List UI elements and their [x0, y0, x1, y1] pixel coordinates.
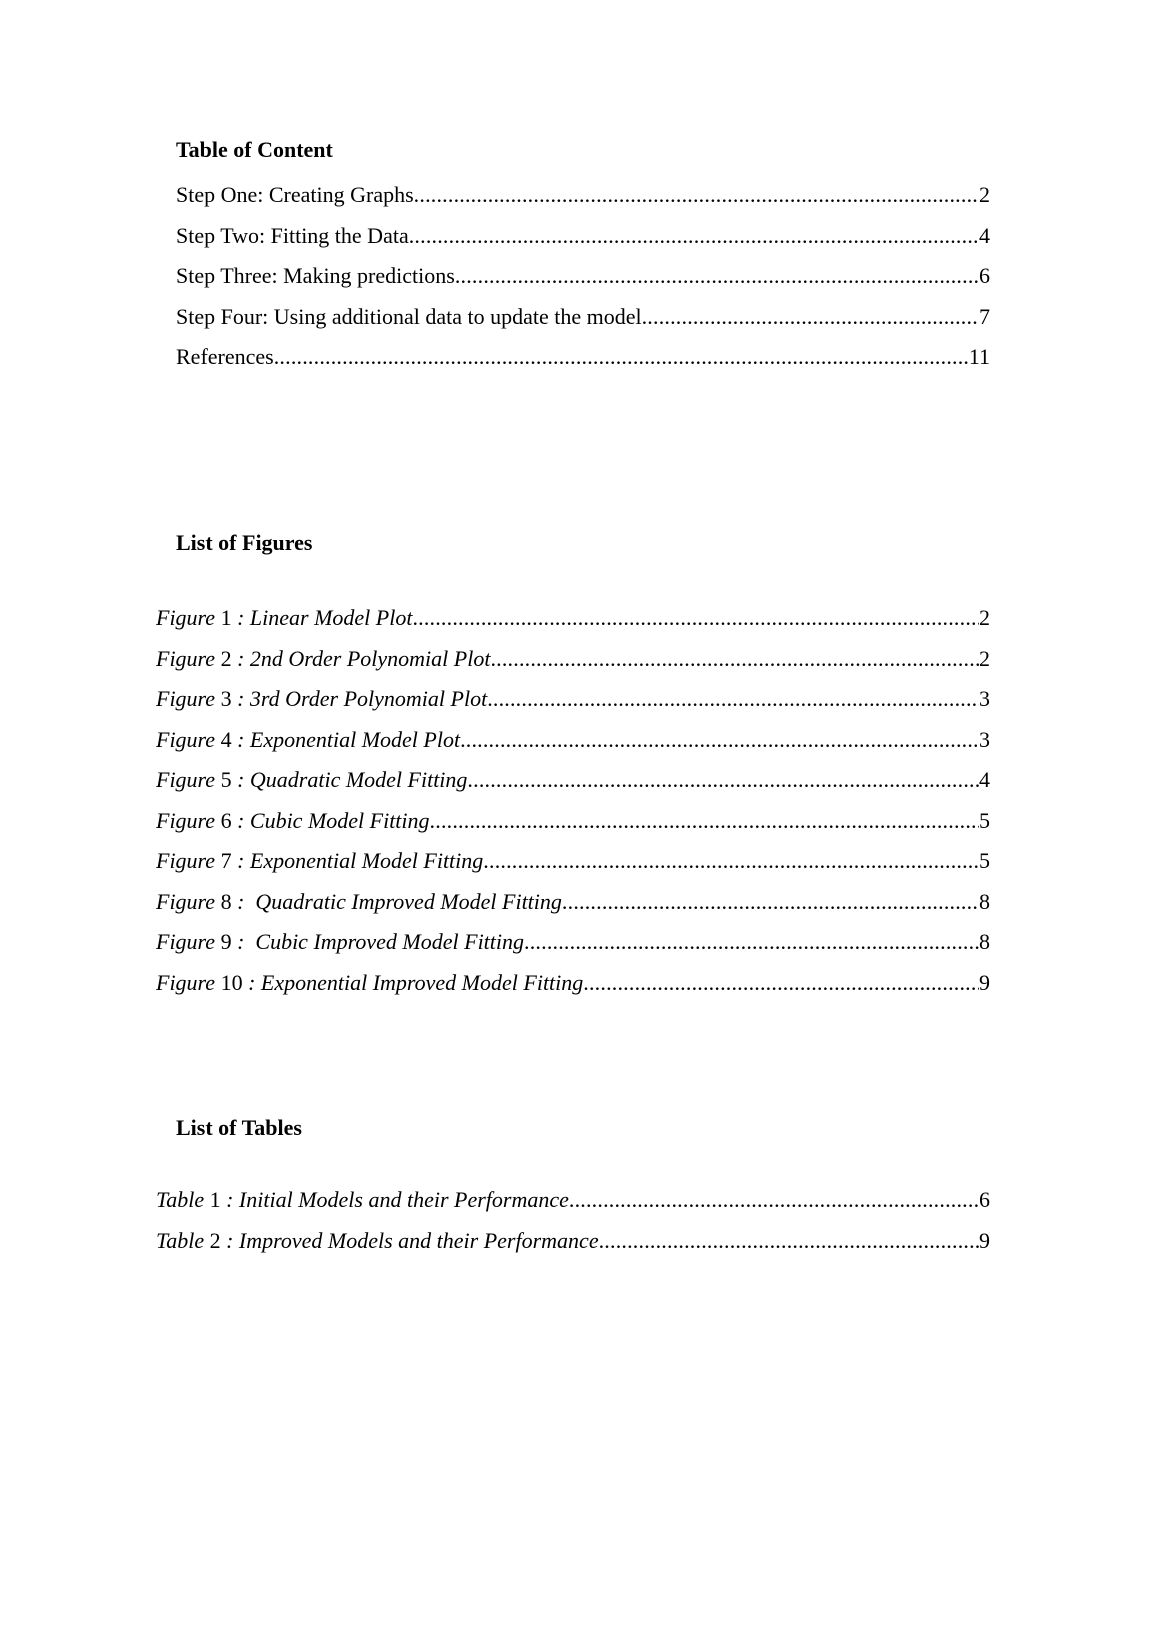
entry-kind: Figure	[156, 888, 216, 914]
tables-heading: List of Tables	[176, 1115, 302, 1140]
toc-entry[interactable]	[176, 344, 990, 385]
dot-leader	[562, 889, 979, 915]
entry-caption: 2nd Order Polynomial Plot	[249, 645, 491, 671]
entry-separator: :	[231, 686, 250, 711]
entry-caption: Improved Models and their Performance	[238, 1227, 599, 1253]
entry-kind: Table	[156, 1227, 205, 1253]
entry-number: 2	[215, 645, 232, 671]
tables-list	[156, 1187, 990, 1268]
dot-leader	[409, 223, 979, 249]
figure-entry[interactable]	[156, 727, 990, 768]
dot-leader	[455, 263, 979, 289]
entry-number: 10	[215, 969, 243, 995]
figure-entry-page: 2	[979, 645, 990, 671]
dot-leader	[412, 605, 979, 631]
toc-entry[interactable]	[176, 304, 990, 345]
figure-entry-label	[156, 686, 487, 712]
figure-entry-page: 8	[979, 929, 990, 954]
figure-entry-label	[156, 767, 467, 793]
figure-entry-label	[156, 929, 524, 955]
figure-entry[interactable]	[156, 646, 990, 687]
dot-leader	[460, 727, 979, 753]
figure-entry[interactable]	[156, 767, 990, 808]
entry-separator: :	[231, 605, 250, 630]
entry-caption: 3rd Order Polynomial Plot	[249, 686, 488, 711]
entry-caption: Cubic Improved Model Fitting	[255, 929, 525, 954]
entry-kind: Figure	[156, 686, 216, 711]
toc-entry-label: Step Four: Using additional data to update the model	[176, 303, 642, 329]
entry-separator: :	[231, 807, 250, 833]
dot-leader	[569, 1187, 979, 1213]
toc-entry-label: References	[176, 344, 274, 369]
dot-leader	[467, 767, 979, 793]
entry-separator: :	[231, 848, 250, 873]
figure-entry-label	[156, 970, 583, 996]
entry-kind: Table	[156, 1187, 205, 1212]
figures-list	[156, 605, 990, 1010]
table-entry-page: 9	[979, 1227, 990, 1253]
toc-entry-label: Step Three: Making predictions	[176, 263, 455, 288]
toc-entry[interactable]	[176, 182, 990, 223]
entry-kind: Figure	[156, 605, 216, 630]
entry-separator: :	[231, 726, 250, 752]
dot-leader	[414, 182, 979, 208]
toc-entry-page: 7	[979, 303, 990, 329]
toc-entry[interactable]	[176, 223, 990, 264]
dot-leader	[430, 808, 979, 834]
entry-number: 8	[215, 888, 232, 914]
toc-entry[interactable]	[176, 263, 990, 304]
figure-entry-page: 4	[979, 767, 990, 792]
figure-entry[interactable]	[156, 605, 990, 646]
entry-number: 1	[204, 1187, 221, 1212]
dot-leader	[483, 848, 979, 874]
entry-caption: Exponential Model Plot	[249, 726, 461, 752]
entry-separator: :	[220, 1227, 239, 1253]
toc-heading: Table of Content	[176, 137, 333, 162]
entry-separator: :	[220, 1187, 239, 1212]
toc-entry-label: Step One: Creating Graphs	[176, 182, 414, 207]
figures-heading: List of Figures	[176, 530, 313, 555]
entry-number: 6	[215, 807, 232, 833]
figure-entry[interactable]	[156, 808, 990, 849]
entry-separator: :	[231, 767, 250, 792]
dot-leader	[490, 646, 979, 672]
entry-number: 5	[215, 767, 232, 792]
figure-entry-page: 3	[979, 726, 990, 752]
figure-entry-label	[156, 889, 562, 915]
figure-entry[interactable]	[156, 889, 990, 930]
table-entry-label	[156, 1187, 569, 1213]
figure-entry-label	[156, 646, 490, 672]
entry-caption: Quadratic Model Fitting	[249, 767, 468, 792]
entry-caption: Exponential Model Fitting	[249, 848, 484, 873]
entry-kind: Figure	[156, 969, 216, 995]
figure-entry[interactable]	[156, 848, 990, 889]
figure-entry-page: 5	[979, 807, 990, 833]
figure-entry-page: 8	[979, 888, 990, 914]
entry-number: 7	[215, 848, 232, 873]
table-entry-label	[156, 1228, 599, 1254]
figure-entry[interactable]	[156, 970, 990, 1011]
entry-caption: Initial Models and their Performance	[238, 1187, 569, 1212]
entry-caption: Quadratic Improved Model Fitting	[255, 888, 562, 914]
table-entry[interactable]	[156, 1228, 990, 1269]
toc-entry-page: 4	[979, 222, 990, 248]
entry-caption: Linear Model Plot	[249, 605, 413, 630]
dot-leader	[274, 344, 969, 370]
entry-number: 2	[204, 1227, 221, 1253]
entry-separator: :	[242, 969, 261, 995]
figure-entry-page: 5	[979, 848, 990, 873]
dot-leader	[487, 686, 979, 712]
entry-caption: Exponential Improved Model Fitting	[260, 969, 584, 995]
entry-separator: :	[231, 645, 250, 671]
entry-number: 3	[215, 686, 232, 711]
table-entry[interactable]	[156, 1187, 990, 1228]
entry-separator: :	[231, 929, 256, 954]
dot-leader	[524, 929, 979, 955]
toc-list	[176, 182, 990, 385]
toc-entry-page: 6	[979, 263, 990, 288]
figure-entry-label	[156, 848, 483, 874]
figure-entry-page: 3	[979, 686, 990, 711]
figure-entry[interactable]	[156, 686, 990, 727]
table-entry-page: 6	[979, 1187, 990, 1212]
toc-entry-label: Step Two: Fitting the Data	[176, 222, 409, 248]
toc-entry-page: 2	[979, 182, 990, 207]
figure-entry-page: 9	[979, 969, 990, 995]
entry-kind: Figure	[156, 848, 216, 873]
figure-entry-label	[156, 808, 430, 834]
entry-number: 1	[215, 605, 232, 630]
dot-leader	[599, 1228, 979, 1254]
figure-entry[interactable]	[156, 929, 990, 970]
entry-number: 9	[215, 929, 232, 954]
entry-kind: Figure	[156, 767, 216, 792]
figure-entry-label	[156, 605, 412, 631]
entry-kind: Figure	[156, 645, 216, 671]
entry-separator: :	[231, 888, 256, 914]
entry-kind: Figure	[156, 929, 216, 954]
toc-entry-page: 11	[968, 344, 990, 369]
figure-entry-page: 2	[979, 605, 990, 630]
dot-leader	[583, 970, 979, 996]
entry-number: 4	[215, 726, 232, 752]
entry-caption: Cubic Model Fitting	[249, 807, 430, 833]
dot-leader	[642, 304, 979, 330]
entry-kind: Figure	[156, 807, 216, 833]
entry-kind: Figure	[156, 726, 216, 752]
figure-entry-label	[156, 727, 460, 753]
